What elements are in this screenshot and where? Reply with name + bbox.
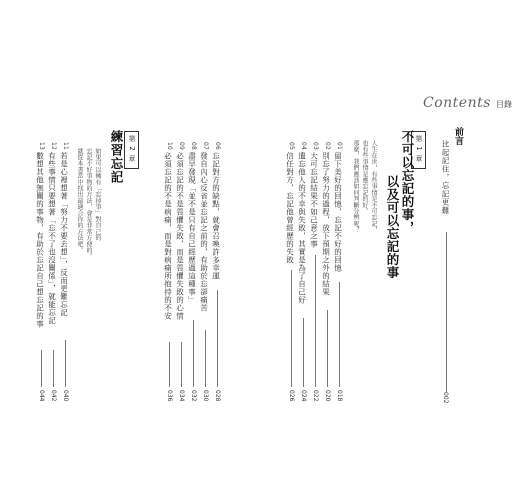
entry-page: 020 — [324, 390, 331, 402]
entry-leader — [181, 342, 182, 387]
preface-title: 比起記住，忘記更難 — [441, 140, 450, 215]
entry-text[interactable]: 必須忘記的不是病痛，而是對病痛所抱持的不安 — [163, 152, 173, 320]
entry-no: 06 — [214, 142, 221, 151]
entry-leader — [217, 290, 218, 387]
toc-header — [423, 92, 512, 111]
entry-text[interactable]: 數想其他無關的事物，有助於忘記自己想忘記的事 — [35, 152, 45, 328]
entry-no: 11 — [62, 142, 69, 151]
entry-text[interactable]: 必須忘記的不是畏懼失敗，而是畏懼失敗的心情 — [175, 152, 185, 320]
chapter1-intro-2: 也有些事情是應忘記的好。 — [361, 140, 368, 215]
entry-page: 032 — [190, 390, 197, 402]
entry-no: 02 — [324, 142, 331, 151]
chapter1-intro-1: 人生在世，有些事情是不可忘記， — [370, 140, 377, 233]
entry-text[interactable]: 信任對方，忘記他曾經歷的失敗 — [285, 152, 295, 264]
entry-leader — [41, 350, 42, 387]
entry-no: 08 — [190, 142, 197, 151]
entry-text[interactable]: 別忘了努力的過程，放下預期之外的結果 — [321, 152, 331, 296]
entry-page: 042 — [50, 390, 57, 402]
entry-page: 024 — [300, 390, 307, 402]
entry-no: 07 — [202, 142, 209, 151]
chapter2-intro-3: 就從本書當中找出最適合你的方法吧。 — [76, 148, 83, 254]
entry-text[interactable]: 盡早發現「並不是只有自己經歷過這種事」 — [187, 152, 197, 304]
entry-leader — [65, 340, 66, 387]
preface-label: 前言 — [453, 127, 463, 145]
chapter1-intro-3: 那麼，我們應該如何判斷分辨呢？ — [352, 140, 359, 233]
entry-page: 036 — [166, 390, 173, 402]
entry-leader — [339, 282, 340, 387]
entry-leader — [291, 270, 292, 387]
entry-text[interactable]: 發自內心反省並忘記之前的，有助於忘卻痛苦 — [199, 152, 209, 312]
chapter2-label-box — [124, 131, 139, 169]
entry-page: 026 — [288, 390, 295, 402]
entry-no: 01 — [336, 142, 343, 151]
entry-text[interactable]: 留下美好的回憶，忘記不好的回憶 — [333, 152, 343, 272]
entry-leader — [315, 255, 316, 387]
chapter2-intro-2: 忘記不好事物的方法，會是非常方便的。 — [85, 148, 92, 260]
preface-leader — [446, 232, 447, 392]
entry-leader — [303, 318, 304, 387]
chapter1-title-line2: 以及可以忘記的事 — [385, 175, 400, 279]
chapter1-title-line1: 不可以忘記的事， — [400, 130, 415, 234]
chapter2-label: 第 2 章 — [128, 135, 136, 163]
entry-no: 03 — [312, 142, 319, 151]
entry-no: 13 — [38, 142, 45, 151]
entry-no: 04 — [300, 142, 307, 151]
chapter2-intro-1: 如果可以擁有「忘掉事」對自己的 — [94, 148, 101, 241]
entry-no: 12 — [50, 142, 57, 151]
entry-text[interactable]: 遺忘他人的不幸與失敗，其實是為了自己好 — [297, 152, 307, 304]
contents-label: 目錄 — [496, 100, 512, 109]
entry-page: 028 — [214, 390, 221, 402]
chapter2-title: 練習忘記 — [109, 130, 124, 184]
entry-text[interactable]: 若是心裡想著「努力不要去想」，反而更難忘記 — [59, 152, 69, 317]
entry-leader — [53, 350, 54, 387]
entry-page: 044 — [38, 390, 45, 402]
entry-leader — [327, 310, 328, 387]
entry-no: 05 — [288, 142, 295, 151]
entry-page: 018 — [336, 390, 343, 402]
chapter1-label: 第 1 章 — [415, 135, 423, 163]
entry-text[interactable]: 忘記對方的缺點，就會召喚許多幸運 — [211, 152, 221, 280]
entry-page: 030 — [202, 390, 209, 402]
entry-text[interactable]: 有些事情只要想著「忘不了也沒關係」，就能忘記 — [47, 152, 57, 325]
preface-page: 002 — [442, 392, 449, 404]
entry-leader — [193, 320, 194, 387]
entry-no: 09 — [178, 142, 185, 151]
contents-script-logo: Contents — [423, 95, 491, 111]
entry-text[interactable]: 大可忘記結果不如己意之事 — [309, 152, 319, 248]
entry-leader — [169, 342, 170, 387]
entry-leader — [205, 330, 206, 387]
entry-page: 040 — [62, 390, 69, 402]
entry-page: 034 — [178, 390, 185, 402]
entry-no: 10 — [166, 142, 173, 151]
entry-page: 022 — [312, 390, 319, 402]
